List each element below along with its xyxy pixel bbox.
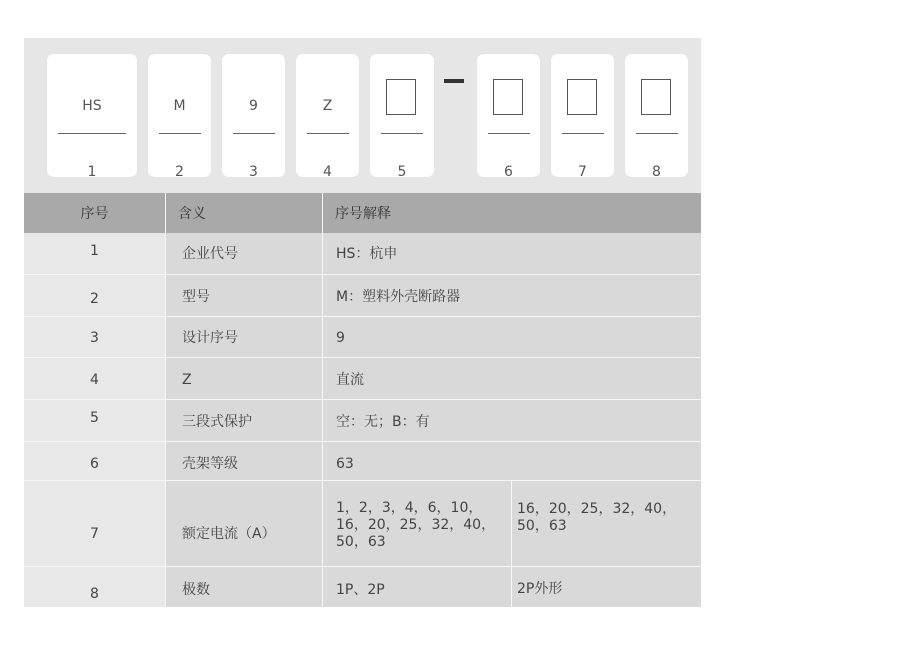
- code-index: 5: [397, 164, 407, 180]
- code-divider: [159, 133, 201, 134]
- table-row: [24, 233, 701, 274]
- code-card-5: [370, 54, 434, 180]
- code-value: M: [173, 98, 186, 114]
- code-value: Z: [322, 98, 333, 114]
- code-card-4: [296, 54, 359, 180]
- code-index: 8: [652, 164, 661, 180]
- code-index: 1: [87, 164, 97, 180]
- code-value: 9: [249, 98, 258, 114]
- code-index: 3: [249, 164, 258, 180]
- code-card-3: [222, 54, 285, 180]
- row-explanation: M：塑料外壳断路器: [323, 275, 701, 316]
- row-meaning: 企业代号: [166, 233, 322, 274]
- row-index: 4: [24, 358, 165, 399]
- row-meaning: 壳架等级: [166, 442, 322, 480]
- code-divider: [233, 133, 275, 134]
- code-divider: [381, 133, 423, 134]
- row-explanation-b: 16，20，25，32，40，50，63: [512, 481, 701, 566]
- code-index: 6: [504, 164, 513, 180]
- code-placeholder-box: [641, 79, 671, 115]
- row-index: 1: [24, 233, 165, 274]
- row-explanation: HS：杭申: [323, 233, 701, 274]
- table-row: [24, 400, 701, 441]
- row-index: 3: [24, 317, 165, 357]
- code-divider: [488, 133, 530, 134]
- code-card-1: [47, 54, 137, 180]
- row-meaning: 设计序号: [166, 317, 322, 357]
- code-divider: [307, 133, 349, 134]
- table-row: [24, 358, 701, 399]
- code-placeholder-box: [386, 79, 416, 115]
- column-divider: [165, 193, 166, 607]
- code-index: 2: [175, 164, 184, 180]
- row-index: 8: [24, 567, 165, 607]
- column-divider: [322, 193, 323, 607]
- code-placeholder-box: [567, 79, 597, 115]
- code-value: HS: [82, 98, 102, 114]
- table-row: [24, 275, 701, 316]
- row-meaning: 型号: [166, 275, 322, 316]
- row-explanation-a: 1P、2P: [323, 567, 511, 607]
- code-divider: [58, 133, 126, 134]
- row-explanation-a: 1，2，3，4，6，10，16，20，25，32，40，50，63: [323, 481, 511, 566]
- row-explanation: 直流: [323, 358, 701, 399]
- code-placeholder-box: [493, 79, 523, 115]
- row-explanation: 空：无；B：有: [323, 400, 701, 441]
- table-row: [24, 442, 701, 480]
- header-explanation: 序号解释: [323, 193, 701, 233]
- code-card-2: [148, 54, 211, 180]
- code-index: 7: [578, 164, 587, 180]
- code-divider: [636, 133, 678, 134]
- code-card-6: [477, 54, 540, 180]
- row-meaning: 三段式保护: [166, 400, 322, 441]
- row-meaning: Z: [166, 358, 322, 399]
- header-meaning: 含义: [166, 193, 322, 233]
- row-meaning: 额定电流（A）: [166, 481, 322, 566]
- row-explanation-b: 2P外形: [512, 567, 701, 607]
- table-row: [24, 317, 701, 357]
- code-card-8: [625, 54, 688, 180]
- code-divider: [562, 133, 604, 134]
- row-index: 7: [24, 481, 165, 566]
- row-index: 6: [24, 442, 165, 480]
- code-card-7: [551, 54, 614, 180]
- row-meaning: 极数: [166, 567, 322, 607]
- row-explanation: 9: [323, 317, 701, 357]
- column-divider: [511, 481, 512, 607]
- row-index: 5: [24, 400, 165, 441]
- code-index: 4: [323, 164, 332, 180]
- row-explanation: 63: [323, 442, 701, 480]
- dash-separator: [444, 79, 464, 83]
- table-row: [24, 567, 701, 607]
- table-row: [24, 481, 701, 566]
- row-index: 2: [24, 275, 165, 316]
- model-code-panel: [24, 38, 701, 193]
- header-index: 序号: [24, 193, 165, 233]
